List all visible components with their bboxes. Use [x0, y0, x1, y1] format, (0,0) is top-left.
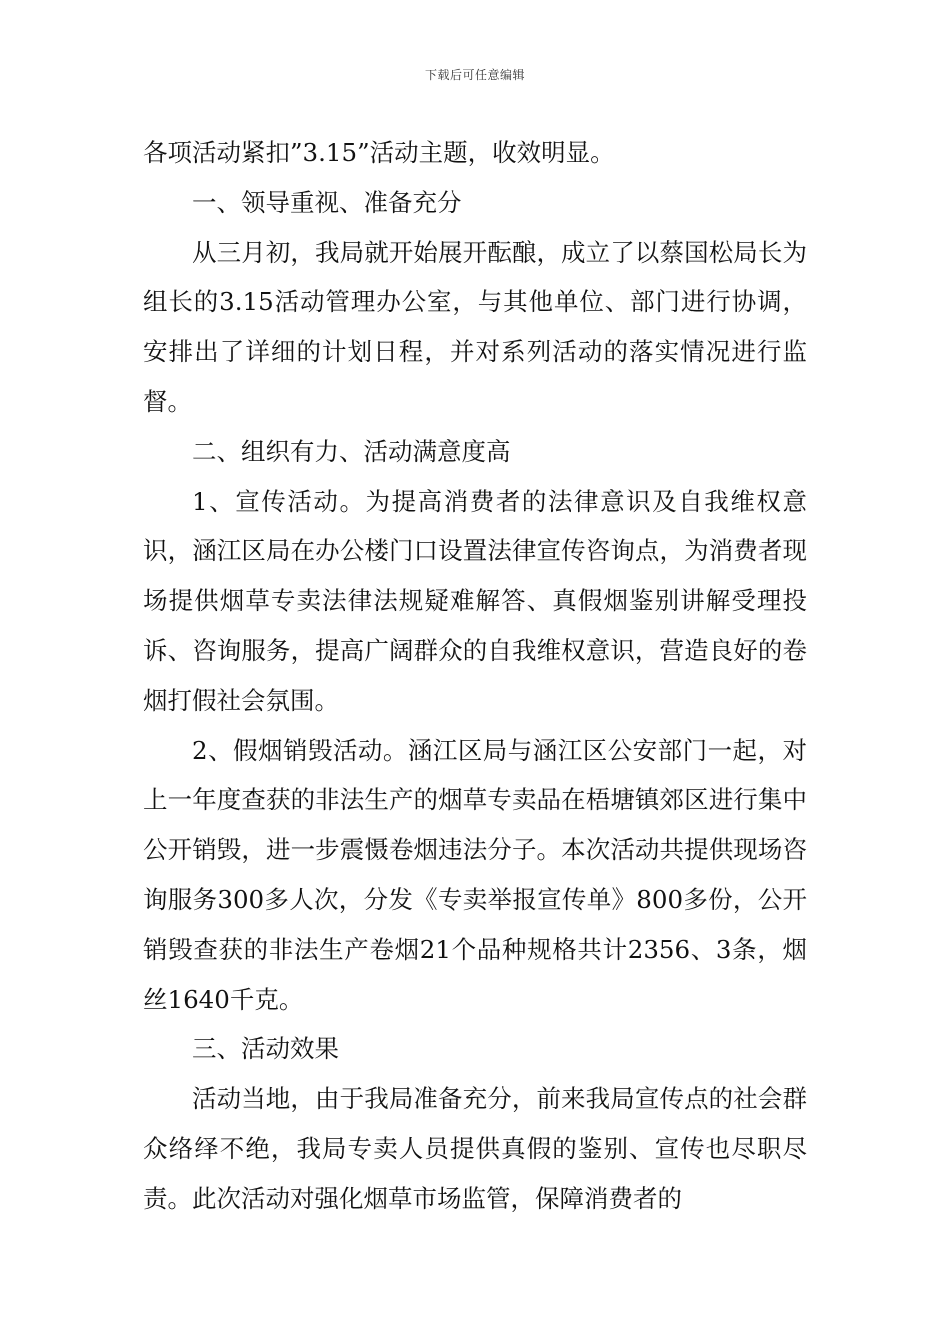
- paragraph-publicity: 1、宣传活动。为提高消费者的法律意识及自我维权意识，涵江区局在办公楼门口设置法律宣传咨询点，为消费者现场提供烟草专卖法律法规疑难解答、真假烟鉴别讲解受理投诉、咨询服务，提高广阔群众的自我维权意识，营造良好的卷烟打假社会氛围。: [143, 486, 807, 715]
- section-heading-3: 三、活动效果: [192, 1034, 339, 1064]
- section-heading-1: 一、领导重视、准备充分: [192, 187, 462, 217]
- paragraph-effect: 活动当地，由于我局准备充分，前来我局宣传点的社会群众络绎不绝，我局专卖人员提供真假的鉴别、宣传也尽职尽责。此次活动对强化烟草市场监管，保障消费者的: [143, 1084, 807, 1213]
- paragraph-preparation: 从三月初，我局就开始展开酝酿，成立了以蔡国松局长为组长的3.15活动管理办公室，与其他单位、部门进行协调，安排出了详细的计划日程，并对系列活动的落实情况进行监督。: [143, 237, 807, 416]
- section-heading-2: 二、组织有力、活动满意度高: [192, 436, 511, 466]
- document-body: [143, 128, 807, 1224]
- paragraph-continuation: 各项活动紧扣”3.15”活动主题，收效明显。: [143, 138, 615, 167]
- header-note: 下载后可任意编辑: [424, 68, 525, 82]
- paragraph-destruction: 2、假烟销毁活动。涵江区局与涵江区公安部门一起，对上一年度查获的非法生产的烟草专卖品在梧塘镇郊区进行集中公开销毁，进一步震慑卷烟违法分子。本次活动共提供现场咨询服务300多人次，分发《专卖举报宣传单》800多份，公开销毁查获的非法生产卷烟21个品种规格共计2356、3条，烟丝1640千克。: [143, 735, 807, 1014]
